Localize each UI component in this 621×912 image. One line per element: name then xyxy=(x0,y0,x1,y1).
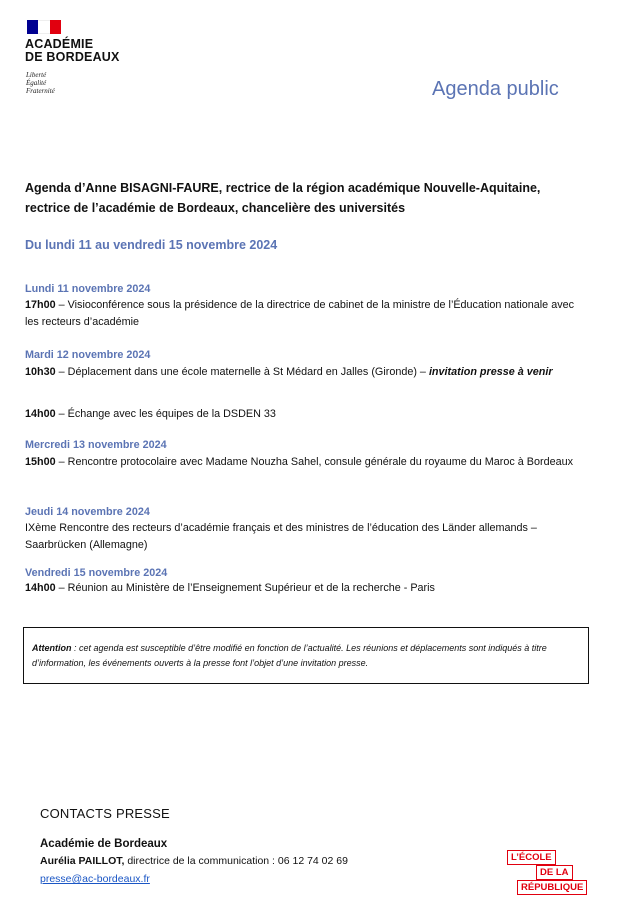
contact-email-link[interactable]: presse@ac-bordeaux.fr xyxy=(40,873,150,885)
notice-label: Attention xyxy=(32,643,72,653)
event-item: 14h00 – Réunion au Ministère de l’Enseignement Supérieur et de la recherche - Paris xyxy=(25,582,435,594)
event-text: IXème Rencontre des recteurs d’académie français et des ministres de l’éducation des Länder allemands – Saarbrücken (Allemagne) xyxy=(25,522,537,551)
attention-notice xyxy=(23,627,589,684)
event-time: 10h30 xyxy=(25,366,56,378)
day-heading-friday: Vendredi 15 novembre 2024 xyxy=(25,567,168,579)
event-text: Visioconférence sous la présidence de la directrice de cabinet de la ministre de l’Éducation nationale avec les recteurs d’académie xyxy=(25,299,574,328)
event-item xyxy=(25,520,585,554)
contact-organization: Académie de Bordeaux xyxy=(40,838,168,850)
event-emphasis: invitation presse à venir xyxy=(428,366,553,378)
republique-flag-logo xyxy=(27,20,61,34)
day-heading-tuesday: Mardi 12 novembre 2024 xyxy=(25,349,151,361)
ecole-logo-line1: L’ÉCOLE xyxy=(507,850,556,865)
event-item: 15h00 – Rencontre protocolaire avec Madame Nouzha Sahel, consule générale du royaume du Maroc à Bordeaux xyxy=(25,456,573,468)
event-time: 15h00 xyxy=(25,456,56,468)
event-item: 14h00 – Échange avec les équipes de la DSDEN 33 xyxy=(25,408,276,420)
contacts-title: CONTACTS PRESSE xyxy=(40,806,170,821)
event-item: 17h00 – Visioconférence sous la présidence de la directrice de cabinet de la ministre de l’Éducation nationale avec les recteurs d’académie xyxy=(25,299,574,328)
ecole-logo-line3: RÉPUBLIQUE xyxy=(517,880,587,895)
agenda-intro: Agenda d’Anne BISAGNI-FAURE, rectrice de la région académique Nouvelle-Aquitaine, rectrice de l’académie de Bordeaux, chancelière des universités xyxy=(25,181,541,215)
academie-logo-text: ACADÉMIE DE BORDEAUX xyxy=(25,37,120,64)
notice-text: : cet agenda est susceptible d’être modifié en fonction de l’actualité. Les réunions et déplacements sont indiqués à titre d’information, les événements ouverts à la presse font l’objet d’une invitation presse. xyxy=(32,643,547,668)
event-text: Rencontre protocolaire avec Madame Nouzha Sahel, consule générale du royaume du Maroc à Bordeaux xyxy=(67,456,573,468)
contact-role-phone: directrice de la communication : 06 12 74 02 69 xyxy=(124,855,348,867)
event-text: Échange avec les équipes de la DSDEN 33 xyxy=(67,408,276,420)
event-time: 14h00 xyxy=(25,582,56,594)
ecole-logo-line2: DE LA xyxy=(536,865,573,880)
contact-name: Aurélia PAILLOT, xyxy=(40,855,125,867)
event-time: 17h00 xyxy=(25,299,56,311)
day-heading-wednesday: Mercredi 13 novembre 2024 xyxy=(25,439,167,451)
day-heading-thursday: Jeudi 14 novembre 2024 xyxy=(25,506,150,518)
republique-motto: Liberté Égalité Fraternité xyxy=(26,71,55,95)
day-heading-monday: Lundi 11 novembre 2024 xyxy=(25,283,151,295)
contact-person xyxy=(40,855,348,867)
date-range: Du lundi 11 au vendredi 15 novembre 2024 xyxy=(25,238,278,252)
page-title: Agenda public xyxy=(432,78,559,100)
event-time: 14h00 xyxy=(25,408,56,420)
event-text: Réunion au Ministère de l’Enseignement Supérieur et de la recherche - Paris xyxy=(67,582,435,594)
event-text: Déplacement dans une école maternelle à St Médard en Jalles (Gironde) – xyxy=(67,366,426,378)
event-item: 10h30 – Déplacement dans une école maternelle à St Médard en Jalles (Gironde) – invitation presse à venir xyxy=(25,366,553,378)
